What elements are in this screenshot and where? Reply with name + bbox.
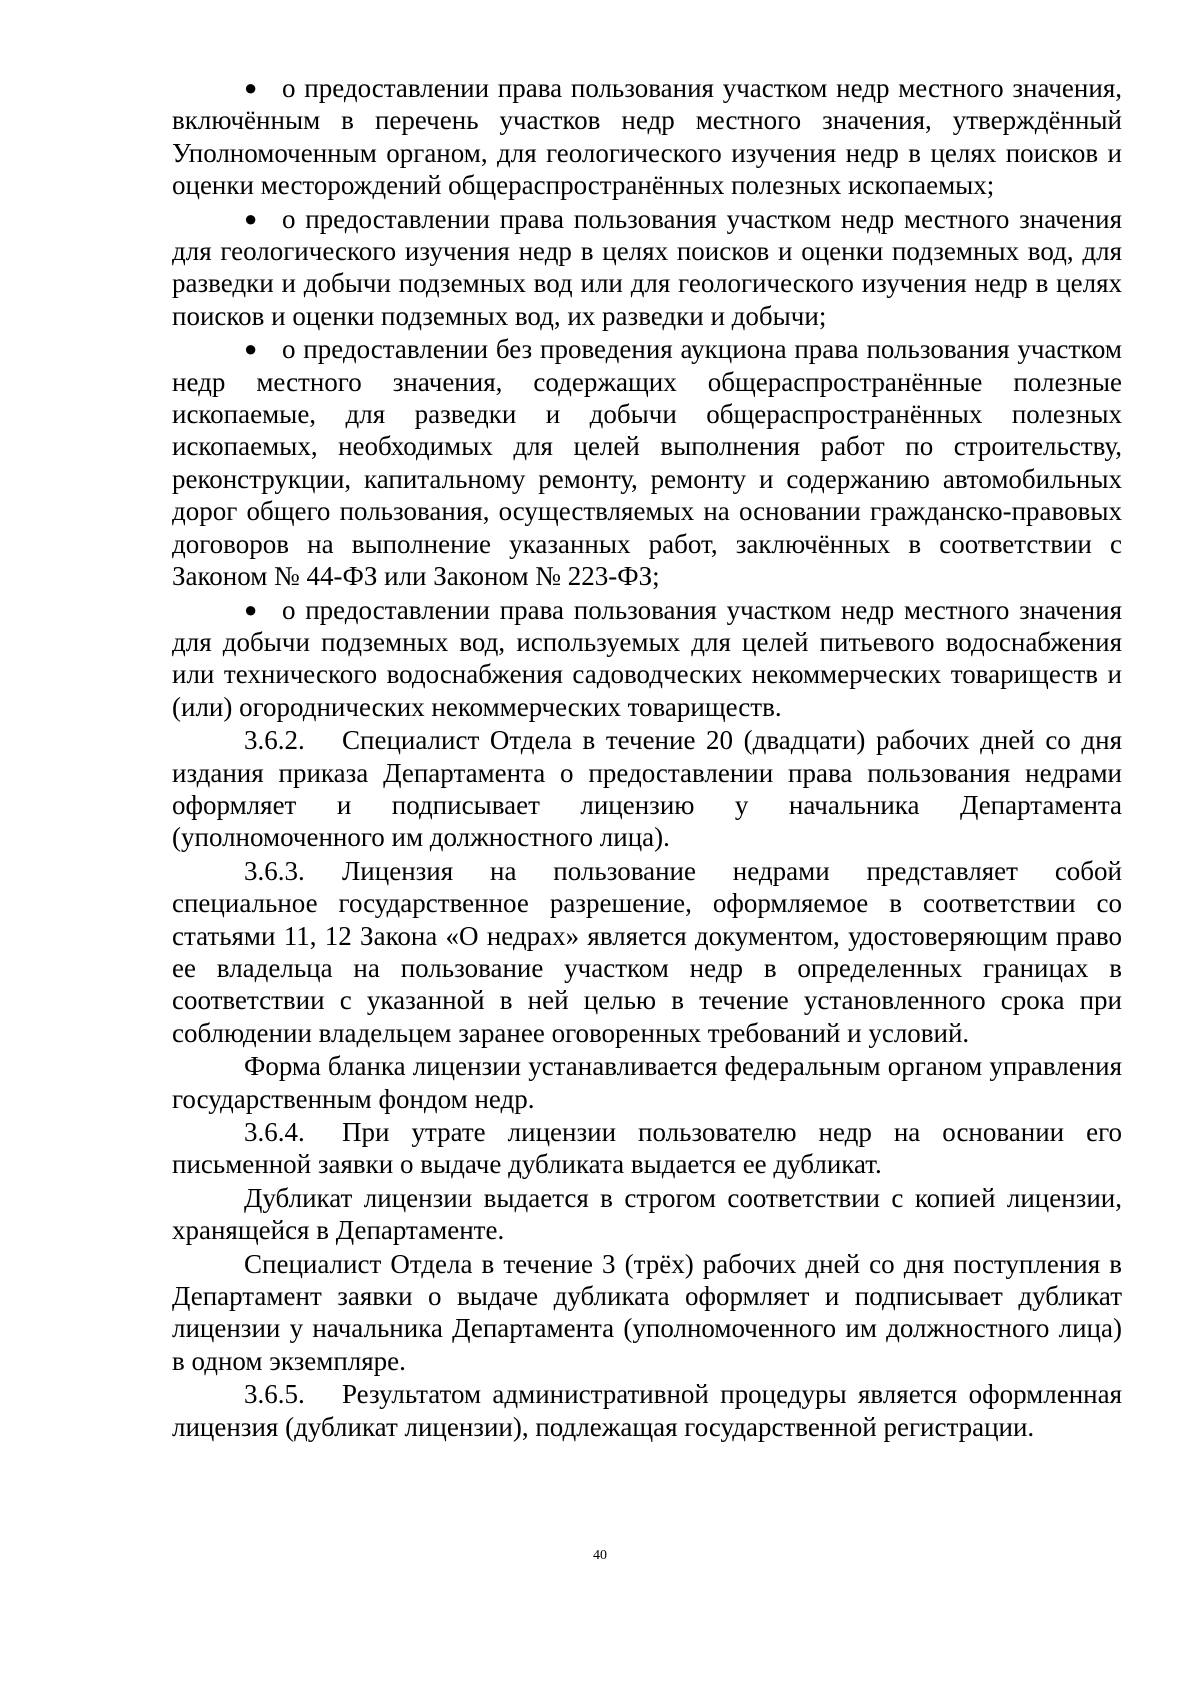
paragraph-3-6-2 — [172, 724, 1122, 854]
bullet-item-2 — [172, 203, 1122, 333]
paragraph-form-blank — [172, 1050, 1122, 1115]
section-number: 3.6.4. — [244, 1117, 305, 1147]
paragraph-3-6-4 — [172, 1116, 1122, 1181]
section-number: 3.6.3. — [244, 855, 305, 886]
bullet-text: о предоставлении права пользования участком недр местного значения, включённым в перечень участков недр местного значения, утверждённый Уполномоченным органом, для геологического изучения недр в целях поисков и оценки месторождений общераспространённых полезных ископаемых; — [172, 73, 1122, 201]
paragraph-text: При утрате лицензии пользователю недр на основании его письменной заявки о выдаче дубликата выдается ее дубликат. — [172, 1117, 1122, 1180]
paragraph-text: Специалист Отдела в течение 3 (трёх) рабочих дней со дня поступления в Департамент заявки о выдаче дубликата оформляет и подписывает дубликат лицензии у начальника Департамента (уполномоченного им должностного лица) в одном экземпляре. — [172, 1248, 1122, 1376]
bullet-icon: ● — [244, 336, 258, 362]
paragraph-specialist — [172, 1248, 1122, 1378]
section-number: 3.6.2. — [244, 725, 305, 756]
bullet-item-3 — [172, 333, 1122, 592]
section-number: 3.6.5. — [244, 1379, 305, 1410]
paragraph-3-6-3 — [172, 855, 1122, 1049]
bullet-icon: ● — [244, 75, 258, 100]
bullet-text: о предоставлении права пользования участком недр местного значения для геологического изучения недр в целях поисков и оценки подземных вод, для разведки и добычи подземных вод или для геологического изучения недр в целях поисков и оценки подземных вод, их разведки и добычи; — [172, 203, 1122, 331]
bullet-item-4 — [172, 594, 1122, 724]
paragraph-duplicate — [172, 1182, 1122, 1247]
page-number: 40 — [593, 1548, 607, 1563]
bullet-icon: ● — [244, 596, 258, 622]
bullet-text: о предоставлении без проведения аукциона права пользования участком недр местного значения, содержащих общераспространённые полезные ископаемые, для разведки и добычи общераспространённых полезных ископаемых, необходимых для целей выполнения работ по строительству, реконструкции, капитальному ремонту, ремонту и содержанию автомобильных дорог общего пользования, осуществляемых на основании гражданско-правовых договоров на выполнение указанных работ, заключённых в соответствии с Законом № 44-ФЗ или Законом № 223-ФЗ; — [172, 334, 1122, 592]
paragraph-text: Форма бланка лицензии устанавливается федеральным органом управления государственным фондом недр. — [172, 1051, 1122, 1114]
document-page — [172, 72, 1122, 1444]
bullet-icon: ● — [244, 205, 258, 231]
paragraph-text: Лицензия на пользование недрами представляет собой специальное государственное разрешение, оформляемое в соответствии со статьями 11, 12 Закона «О недрах» является документом, удостоверяющим право ее владельца на пользование участком недр в определенных границах в соответствии с указанной в ней целью в течение установленного срока при соблюдении владельцем заранее оговоренных требований и условий. — [172, 855, 1122, 1048]
paragraph-text: Результатом административной процедуры является оформленная лицензия (дубликат лицензии), подлежащая государственной регистрации. — [172, 1379, 1122, 1442]
paragraph-text: Специалист Отдела в течение 20 (двадцати) рабочих дней со дня издания приказа Департамента о предоставлении права пользования недрами оформляет и подписывает лицензию у начальника Департамента (уполномоченного им должностного лица). — [172, 725, 1122, 853]
bullet-item-1 — [172, 72, 1122, 202]
paragraph-3-6-5 — [172, 1378, 1122, 1443]
bullet-text: о предоставлении права пользования участком недр местного значения для добычи подземных вод, используемых для целей питьевого водоснабжения или технического водоснабжения садоводческих некоммерческих товариществ и (или) огороднических некоммерческих товариществ. — [172, 594, 1122, 722]
paragraph-text: Дубликат лицензии выдается в строгом соответствии с копией лицензии, хранящейся в Департаменте. — [172, 1182, 1122, 1246]
